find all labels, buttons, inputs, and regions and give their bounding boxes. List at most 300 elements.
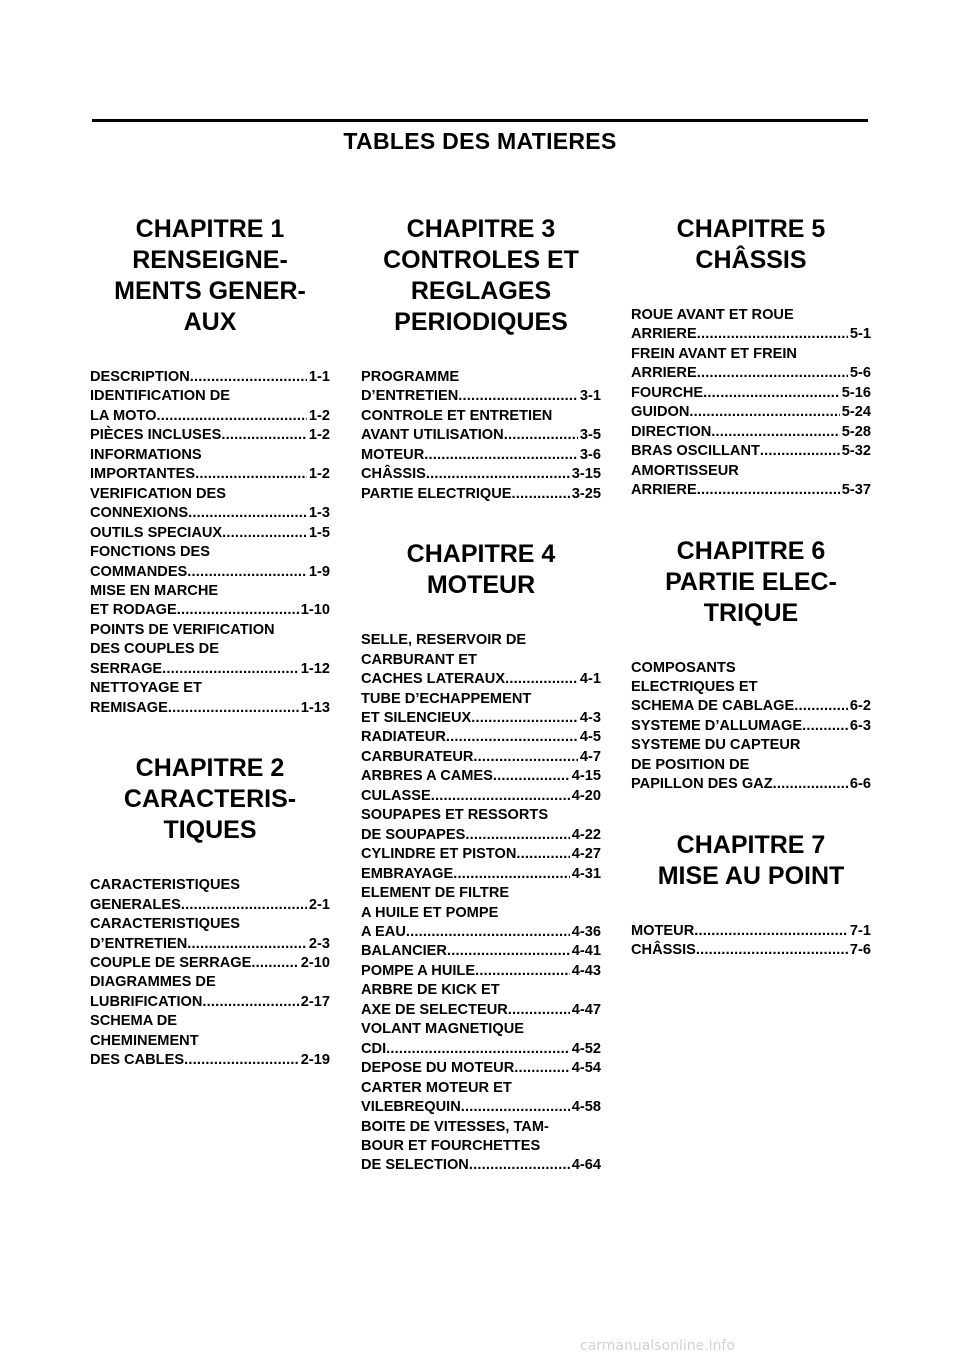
toc-page-number: 4-64 — [571, 1157, 601, 1174]
toc-entry[interactable] — [361, 690, 601, 729]
toc-entry-text: BOITE DE VITESSES, TAM- — [361, 1118, 549, 1135]
toc-entry-text: IDENTIFICATION DE — [90, 388, 230, 405]
toc-entry[interactable] — [361, 767, 601, 786]
toc-entry-text: COUPLE DE SERRAGE — [90, 954, 252, 971]
dot-leader — [426, 465, 570, 484]
toc-entry-row — [361, 387, 601, 406]
toc-entry[interactable] — [90, 524, 330, 543]
chapter-title-line: REGLAGES — [410, 277, 552, 305]
dot-leader — [461, 1098, 570, 1117]
toc-entry-text: TUBE D’ECHAPPEMENT — [361, 690, 532, 707]
dot-leader — [222, 524, 307, 543]
toc-entry-text: OUTILS SPECIAUX — [90, 524, 223, 541]
toc-entry-text: POMPE A HUILE — [361, 962, 476, 979]
toc-entry-row — [90, 504, 330, 523]
toc-page-number: 2-19 — [300, 1052, 330, 1069]
toc-entry-text: DE POSITION DE — [631, 756, 750, 773]
toc-page-number: 6-2 — [849, 698, 871, 715]
chapter-title-line: CHÂSSIS — [695, 246, 807, 274]
toc-entry-text: SYSTEME D’ALLUMAGE — [631, 717, 803, 734]
toc-page-number: 2-17 — [300, 993, 330, 1010]
dot-leader — [473, 748, 577, 767]
toc-entry-text: REMISAGE — [90, 699, 168, 716]
dot-leader — [187, 935, 307, 954]
chapter-title — [361, 214, 601, 338]
dot-leader — [711, 423, 840, 442]
toc-entry[interactable] — [361, 884, 601, 942]
dot-leader — [703, 384, 840, 403]
toc-entry-text: A EAU — [361, 923, 406, 940]
toc-page-number: 4-41 — [571, 943, 601, 960]
toc-entry-row — [90, 935, 330, 954]
toc-page-number: 4-47 — [571, 1001, 601, 1018]
toc-page-number: 4-52 — [571, 1040, 601, 1057]
dot-leader — [773, 775, 848, 794]
chapter-title-line: TIQUES — [163, 816, 257, 845]
toc-entry[interactable] — [631, 462, 871, 501]
toc-entry-text: INFORMATIONS — [90, 446, 202, 463]
dot-leader — [760, 442, 840, 461]
dot-leader — [386, 1040, 570, 1059]
toc-entry[interactable] — [361, 806, 601, 845]
chapter-title-line: CHAPITRE 3 — [406, 215, 556, 243]
toc-entry-text: ARRIERE — [631, 482, 697, 499]
dot-leader — [475, 962, 570, 981]
toc-entry-text: CHÂSSIS — [631, 942, 696, 959]
chapter-title-line: CHAPITRE 6 — [676, 536, 826, 565]
toc-entry[interactable] — [361, 748, 601, 767]
toc-entry-text: CHEMINEMENT — [90, 1032, 199, 1049]
toc-entry[interactable] — [361, 787, 601, 806]
dot-leader — [508, 1001, 570, 1020]
toc-entry[interactable] — [631, 423, 871, 442]
dot-leader — [465, 826, 569, 845]
toc-entry-text: SOUPAPES ET RESSORTS — [361, 807, 549, 824]
chapter-title-line: CHAPITRE 2 — [135, 754, 285, 783]
toc-page-number: 4-58 — [571, 1099, 601, 1116]
toc-page-number: 4-22 — [571, 826, 601, 843]
toc-entry[interactable] — [90, 368, 330, 387]
toc-entry-text: LUBRIFICATION — [90, 993, 203, 1010]
toc-entry-text: SERRAGE — [90, 660, 163, 677]
toc-page-number: 4-36 — [571, 923, 601, 940]
toc-entry[interactable] — [361, 865, 601, 884]
toc-entry-text: PIÈCES INCLUSES — [90, 427, 222, 444]
dot-leader — [802, 717, 848, 736]
toc-entry[interactable] — [361, 845, 601, 864]
toc-entry-text: VERIFICATION DES — [90, 485, 226, 502]
toc-page-number: 6-6 — [849, 776, 871, 793]
chapter-section — [631, 536, 871, 795]
dot-leader — [431, 787, 570, 806]
toc-entry-row — [361, 787, 601, 806]
toc-entry-text: NETTOYAGE ET — [90, 680, 202, 697]
chapter-title-line: CHAPITRE 4 — [406, 540, 556, 569]
toc-entry[interactable] — [90, 543, 330, 582]
toc-entry-text: AMORTISSEUR — [631, 462, 739, 479]
toc-list — [361, 368, 601, 504]
toc-entry-row — [90, 993, 330, 1012]
toc-entry-row — [361, 1001, 601, 1020]
toc-page-number: 5-37 — [841, 482, 871, 499]
toc-entry-row — [361, 446, 601, 465]
toc-entry[interactable] — [631, 442, 871, 461]
toc-entry[interactable] — [361, 1059, 601, 1078]
toc-entry-row — [361, 1059, 601, 1078]
chapter-title — [631, 214, 871, 276]
chapter-section — [631, 830, 871, 961]
toc-entry-text: AXE DE SELECTEUR — [361, 1001, 508, 1018]
toc-page-number: 4-54 — [571, 1060, 601, 1077]
toc-entry-text: GUIDON — [631, 404, 690, 421]
dot-leader — [697, 481, 840, 500]
toc-entry-row — [361, 962, 601, 981]
toc-entry-row — [90, 954, 330, 973]
toc-page-number: 4-15 — [571, 768, 601, 785]
toc-entry-row — [90, 660, 330, 679]
toc-entry-row — [90, 465, 330, 484]
dot-leader — [446, 728, 578, 747]
chapter-section — [631, 214, 871, 501]
toc-entry[interactable] — [631, 659, 871, 717]
dot-leader — [195, 465, 307, 484]
toc-page-number: 5-24 — [841, 404, 871, 421]
dot-leader — [458, 387, 578, 406]
dot-leader — [514, 1059, 570, 1078]
toc-page-number: 5-1 — [849, 326, 871, 343]
toc-entry-text: COMPOSANTS — [631, 659, 736, 676]
toc-entry-row — [361, 767, 601, 786]
toc-entry-text: IMPORTANTES — [90, 466, 196, 483]
toc-entry-row — [90, 524, 330, 543]
toc-entry[interactable] — [361, 407, 601, 446]
toc-entry[interactable] — [90, 954, 330, 973]
toc-column-3 — [631, 214, 871, 961]
toc-entry-text: ROUE AVANT ET ROUE — [631, 307, 794, 323]
toc-entry-text: MOTEUR — [631, 922, 695, 939]
dot-leader — [493, 767, 570, 786]
toc-entry-text: ARRIERE — [631, 365, 697, 382]
toc-entry-text: ELEMENT DE FILTRE — [361, 885, 510, 902]
toc-page-number: 6-3 — [849, 717, 871, 734]
dot-leader — [424, 446, 578, 465]
toc-entry-row — [631, 717, 871, 736]
toc-page-number: 1-9 — [308, 563, 330, 580]
toc-entry-text: RADIATEUR — [361, 729, 446, 746]
dot-leader — [469, 1156, 570, 1175]
dot-leader — [694, 922, 848, 941]
toc-entry-row — [90, 407, 330, 426]
toc-entry-text: CARACTERISTIQUES — [90, 916, 240, 933]
toc-page-number: 4-43 — [571, 962, 601, 979]
toc-entry-text: SCHEMA DE — [90, 1013, 178, 1030]
toc-page-number: 4-1 — [579, 671, 601, 688]
toc-entry[interactable] — [631, 922, 871, 941]
toc-entry-row — [361, 826, 601, 845]
toc-page-number: 7-6 — [849, 942, 871, 959]
toc-entry-text: FOURCHE — [631, 384, 704, 401]
toc-page-number: 1-3 — [308, 505, 330, 522]
toc-entry[interactable] — [361, 368, 601, 407]
toc-entry-row — [361, 748, 601, 767]
toc-entry-row — [361, 728, 601, 747]
chapter-title-line: CHAPITRE 5 — [676, 215, 826, 243]
toc-page-number: 2-10 — [300, 954, 330, 971]
toc-entry-row — [361, 426, 601, 445]
toc-list — [90, 368, 330, 718]
toc-page-number: 1-5 — [308, 524, 330, 541]
chapter-title-line: CHAPITRE 7 — [676, 830, 826, 859]
toc-entry-text: PAPILLON DES GAZ — [631, 776, 773, 793]
dot-leader — [696, 941, 848, 960]
toc-entry-row — [631, 325, 871, 344]
toc-list — [361, 631, 601, 1176]
toc-entry-text: COMMANDES — [90, 563, 188, 580]
toc-entry[interactable] — [90, 485, 330, 524]
page-title: TABLES DES MATIERES — [343, 128, 617, 154]
toc-entry[interactable] — [90, 387, 330, 426]
toc-entry-text: BOUR ET FOURCHETTES — [361, 1137, 541, 1154]
toc-entry-row — [631, 922, 871, 941]
toc-page-number: 1-13 — [300, 699, 330, 716]
toc-entry-row — [361, 865, 601, 884]
toc-entry[interactable] — [631, 306, 871, 345]
toc-entry[interactable] — [631, 384, 871, 403]
toc-entry-text: CARTER MOTEUR ET — [361, 1079, 512, 1096]
chapter-title-line: TRIQUE — [703, 598, 799, 627]
toc-entry-row — [631, 423, 871, 442]
toc-page-number: 3-25 — [571, 485, 601, 502]
chapter-title-line: MISE AU POINT — [657, 861, 845, 890]
dot-leader — [221, 426, 307, 445]
toc-entry[interactable] — [631, 941, 871, 960]
toc-entry-row — [90, 601, 330, 620]
toc-entry-text: BALANCIER — [361, 943, 447, 960]
toc-entry-text: CDI — [361, 1040, 387, 1057]
toc-entry-text: ET RODAGE — [90, 602, 177, 619]
toc-entry[interactable] — [631, 736, 871, 794]
dot-leader — [190, 368, 307, 387]
toc-entry-text: CYLINDRE ET PISTON — [361, 846, 517, 863]
toc-page-number: 5-28 — [841, 423, 871, 440]
toc-entry-text: DES COUPLES DE — [90, 641, 219, 658]
dot-leader — [512, 485, 570, 504]
toc-entry[interactable] — [90, 426, 330, 445]
toc-page-number: 3-5 — [579, 427, 601, 444]
toc-entry-row — [361, 709, 601, 728]
toc-entry[interactable] — [361, 1118, 601, 1176]
toc-entry-text: D’ENTRETIEN — [361, 388, 459, 405]
toc-entry-text: ET SILENCIEUX — [361, 709, 472, 726]
dot-leader — [406, 923, 570, 942]
toc-list — [90, 876, 330, 1071]
toc-page-number: 5-6 — [849, 365, 871, 382]
toc-entry-text: DE SELECTION — [361, 1157, 469, 1174]
toc-entry-text: CONNEXIONS — [90, 505, 189, 522]
chapter-title — [361, 539, 601, 601]
toc-entry-text: EMBRAYAGE — [361, 865, 454, 882]
toc-entry-text: CHÂSSIS — [361, 466, 426, 483]
toc-entry-row — [90, 1051, 330, 1070]
toc-entry-row — [631, 775, 871, 794]
toc-column-2 — [361, 214, 601, 1176]
toc-entry[interactable] — [361, 981, 601, 1020]
toc-page-number: 3-15 — [571, 466, 601, 483]
chapter-title-line: PERIODIQUES — [394, 308, 568, 336]
toc-entry-text: DES CABLES — [90, 1052, 185, 1069]
dot-leader — [251, 954, 298, 973]
toc-entry-row — [90, 699, 330, 718]
toc-entry-row — [361, 1098, 601, 1117]
toc-entry-text: CONTROLE ET ENTRETIEN — [361, 407, 553, 424]
toc-page-number: 4-20 — [571, 787, 601, 804]
toc-entry-text: SCHEMA DE CABLAGE — [631, 698, 795, 715]
toc-entry-text: DIRECTION — [631, 423, 712, 440]
toc-entry[interactable] — [631, 717, 871, 736]
toc-entry[interactable] — [361, 1020, 601, 1059]
toc-entry-text: ARBRES A CAMES — [361, 768, 493, 785]
toc-entry[interactable] — [90, 582, 330, 621]
toc-entry-text: DIAGRAMMES DE — [90, 974, 216, 991]
dot-leader — [156, 407, 306, 426]
toc-column-1 — [90, 214, 330, 1071]
toc-entry-row — [631, 403, 871, 422]
toc-entry-text: BRAS OSCILLANT — [631, 443, 760, 460]
toc-entry[interactable] — [90, 621, 330, 679]
toc-entry-row — [361, 485, 601, 504]
toc-entry-row — [361, 923, 601, 942]
toc-page-number: 5-32 — [841, 443, 871, 460]
toc-page-number: 1-2 — [308, 466, 330, 483]
dot-leader — [168, 699, 299, 718]
toc-entry-text: DE SOUPAPES — [361, 826, 466, 843]
toc-page-number: 1-2 — [308, 427, 330, 444]
dot-leader — [187, 563, 307, 582]
toc-page-number: 1-1 — [308, 369, 330, 385]
toc-entry[interactable] — [361, 942, 601, 961]
header-rule — [92, 119, 868, 122]
dot-leader — [516, 845, 569, 864]
toc-entry-text: AVANT UTILISATION — [361, 427, 504, 444]
toc-entry[interactable] — [631, 403, 871, 422]
chapter-section — [90, 214, 330, 718]
toc-entry-text: SELLE, RESERVOIR DE — [361, 632, 527, 649]
toc-page-number: 3-1 — [579, 388, 601, 405]
toc-entry-text: DEPOSE DU MOTEUR — [361, 1060, 515, 1077]
toc-page-number: 1-10 — [300, 602, 330, 619]
toc-entry[interactable] — [90, 1012, 330, 1070]
toc-page-number: 3-6 — [579, 446, 601, 463]
toc-entry-row — [361, 465, 601, 484]
toc-entry-row — [361, 845, 601, 864]
toc-entry-row — [631, 384, 871, 403]
toc-entry[interactable] — [361, 485, 601, 504]
chapter-title — [90, 214, 330, 338]
toc-entry-row — [90, 896, 330, 915]
toc-entry[interactable] — [361, 446, 601, 465]
chapter-section — [361, 214, 601, 504]
dot-leader — [504, 426, 578, 445]
dot-leader — [202, 993, 298, 1012]
toc-page-number: 1-12 — [300, 660, 330, 677]
toc-entry-row — [361, 1040, 601, 1059]
dot-leader — [689, 403, 839, 422]
toc-list — [631, 922, 871, 961]
chapter-title — [631, 536, 871, 629]
toc-page-number: 5-16 — [841, 384, 871, 401]
toc-entry-text: ARBRE DE KICK ET — [361, 982, 500, 999]
toc-entry-row — [90, 426, 330, 445]
toc-entry[interactable] — [361, 631, 601, 689]
chapter-title-line: MENTS GENER- — [114, 277, 306, 305]
toc-entry[interactable] — [361, 1079, 601, 1118]
chapter-title-line: AUX — [183, 308, 237, 336]
toc-entry[interactable] — [90, 679, 330, 718]
toc-entry-text: D’ENTRETIEN — [90, 935, 188, 952]
toc-entry[interactable] — [90, 876, 330, 915]
dot-leader — [447, 942, 570, 961]
toc-entry-text: PROGRAMME — [361, 369, 460, 385]
toc-entry-row — [361, 670, 601, 689]
toc-entry[interactable] — [361, 465, 601, 484]
toc-page-number: 7-1 — [849, 922, 871, 939]
toc-entry-text: CACHES LATERAUX — [361, 671, 506, 688]
toc-list — [631, 659, 871, 795]
toc-entry-row — [631, 697, 871, 716]
watermark: carmanualsonline.info — [580, 1338, 735, 1354]
toc-entry-text: CARBURANT ET — [361, 651, 477, 668]
toc-entry-row — [631, 442, 871, 461]
dot-leader — [162, 660, 299, 679]
toc-entry-text: POINTS DE VERIFICATION — [90, 621, 275, 638]
toc-entry-row — [631, 364, 871, 383]
toc-entry[interactable] — [90, 973, 330, 1012]
toc-page-number: 4-3 — [579, 709, 601, 726]
toc-entry-text: CULASSE — [361, 787, 431, 804]
toc-entry[interactable] — [361, 962, 601, 981]
toc-entry-text: FONCTIONS DES — [90, 544, 210, 561]
toc-entry-row — [90, 368, 330, 387]
toc-entry-text: MISE EN MARCHE — [90, 582, 219, 599]
dot-leader — [184, 1051, 299, 1070]
dot-leader — [794, 697, 848, 716]
toc-entry-text: ELECTRIQUES ET — [631, 678, 758, 695]
toc-entry[interactable] — [90, 446, 330, 485]
toc-page-number: 4-31 — [571, 865, 601, 882]
chapter-section — [361, 539, 601, 1176]
toc-entry[interactable] — [90, 915, 330, 954]
toc-page-number: 4-7 — [579, 748, 601, 765]
toc-entry-text: DESCRIPTION — [90, 369, 190, 385]
dot-leader — [471, 709, 578, 728]
toc-entry-row — [631, 481, 871, 500]
dot-leader — [697, 325, 848, 344]
toc-entry-text: A HUILE ET POMPE — [361, 904, 499, 921]
chapter-title-line: RENSEIGNE- — [132, 246, 288, 274]
dot-leader — [505, 670, 578, 689]
toc-entry-text: CARACTERISTIQUES — [90, 877, 240, 894]
toc-entry[interactable] — [631, 345, 871, 384]
toc-page-number: 2-1 — [308, 896, 330, 913]
toc-entry-text: VILEBREQUIN — [361, 1099, 461, 1116]
toc-entry[interactable] — [361, 728, 601, 747]
chapter-title-line: PARTIE ELEC- — [665, 567, 837, 596]
toc-entry-row — [361, 942, 601, 961]
chapter-title — [631, 830, 871, 892]
dot-leader — [453, 865, 570, 884]
chapter-title-line: CARACTERIS- — [123, 785, 297, 814]
toc-entry-text: LA MOTO — [90, 407, 157, 424]
